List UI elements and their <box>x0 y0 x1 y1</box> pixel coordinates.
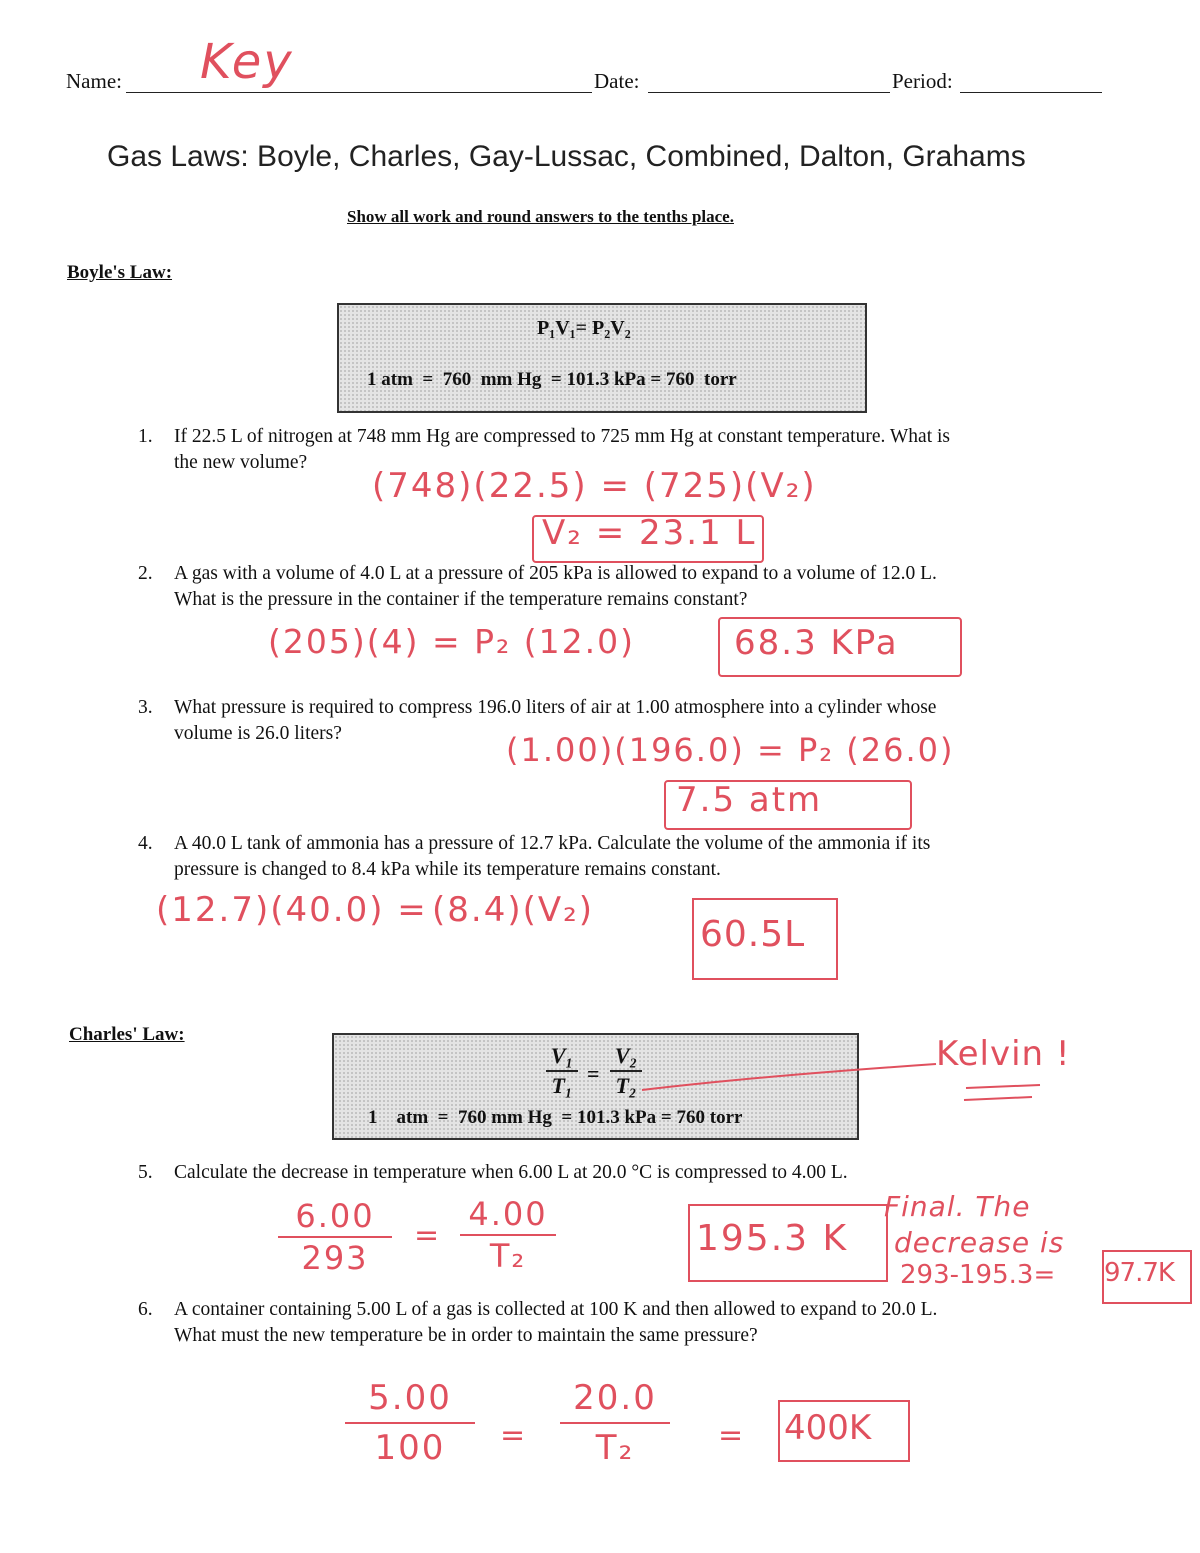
q5-fraction-1 <box>278 1198 392 1276</box>
q6-frac1-num: 5.00 <box>368 1378 452 1418</box>
q3-answer: 7.5 atm <box>676 780 823 820</box>
question-number: 6. <box>138 1299 153 1320</box>
q4-answer-box <box>692 898 838 980</box>
question-number: 4. <box>138 833 153 854</box>
boyle-heading: Boyle's Law: <box>67 262 173 283</box>
q5-note-line3: 293-195.3= <box>900 1260 1056 1290</box>
question-number: 5. <box>138 1162 153 1183</box>
question-text: What pressure is required to compress 196.0 liters of air at 1.00 atmosphere into a cylinder whose <box>174 697 937 718</box>
q1-answer-box <box>532 515 764 563</box>
q5-equals: = <box>414 1218 442 1253</box>
instructions: Show all work and round answers to the tenths place. <box>347 207 734 226</box>
question-text: What must the new temperature be in order to maintain the same pressure? <box>174 1325 758 1346</box>
q5-fraction-2 <box>460 1196 556 1274</box>
kelvin-arrow-line <box>640 1058 940 1098</box>
kelvin-note: Kelvin ! <box>936 1034 1071 1074</box>
q3-answer-box <box>664 780 912 830</box>
charles-fraction-v1-t1 <box>546 1043 578 1099</box>
t1: T₁ <box>551 1073 573 1098</box>
q6-frac2-num: 20.0 <box>573 1378 657 1418</box>
q5-frac1-den: 293 <box>301 1239 369 1277</box>
boyle-formula-box <box>337 303 867 413</box>
page-title: Gas Laws: Boyle, Charles, Gay-Lussac, Combined, Dalton, Grahams <box>107 140 1026 173</box>
question-text: If 22.5 L of nitrogen at 748 mm Hg are compressed to 725 mm Hg at constant temperature. What is <box>174 426 951 447</box>
q5-note-answer: 97.7K <box>1104 1258 1174 1288</box>
charles-conversion: 1 atm = 760 mm Hg = 101.3 kPa = 760 torr <box>368 1107 743 1128</box>
q5-frac2-den: T₂ <box>489 1237 527 1275</box>
date-line <box>648 92 890 93</box>
q4-work-left: (12.7)(40.0) = <box>156 890 428 930</box>
q3-work: (1.00)(196.0) = P₂ (26.0) <box>506 731 955 769</box>
q6-fraction-1 <box>345 1376 475 1470</box>
question-text: A 40.0 L tank of ammonia has a pressure of 12.7 kPa. Calculate the volume of the ammonia if its <box>174 833 931 854</box>
boyle-conversion: 1 atm = 760 mm Hg = 101.3 kPa = 760 torr <box>367 369 737 390</box>
charles-fraction-v2-t2 <box>610 1043 642 1099</box>
q6-equals-1: = <box>500 1418 528 1453</box>
q6-fraction-2 <box>560 1376 670 1470</box>
q5-note-answer-box <box>1102 1250 1192 1304</box>
question-text: A gas with a volume of 4.0 L at a pressure of 205 kPa is allowed to expand to a volume of 12.0 L. <box>174 563 937 584</box>
v1: V₁ <box>550 1043 574 1068</box>
q1-work: (748)(22.5) = (725)(V₂) <box>372 466 817 506</box>
q5-note-line1: Final. The <box>884 1190 1031 1223</box>
question-text: the new volume? <box>174 452 308 473</box>
name-label: Name: <box>66 69 122 93</box>
q6-frac2-den: T₂ <box>595 1428 635 1468</box>
q5-answer: 195.3 K <box>696 1218 849 1259</box>
boyle-formula: P₁V₁= P₂V₂ <box>537 317 631 339</box>
question-text: pressure is changed to 8.4 kPa while its temperature remains constant. <box>174 859 721 880</box>
name-line <box>126 92 592 93</box>
q5-note-line2: decrease is <box>894 1226 1065 1259</box>
q4-work-right: (8.4)(V₂) <box>432 890 595 930</box>
q6-answer: 400K <box>784 1408 872 1448</box>
v2: V₂ <box>614 1043 638 1068</box>
q6-answer-box <box>778 1400 910 1462</box>
question-text: volume is 26.0 liters? <box>174 723 342 744</box>
question-number: 2. <box>138 563 153 584</box>
question-number: 1. <box>138 426 153 447</box>
q5-frac1-num: 6.00 <box>295 1197 375 1235</box>
q5-frac2-num: 4.00 <box>468 1195 548 1233</box>
question-text: What is the pressure in the container if the temperature remains constant? <box>174 589 748 610</box>
question-number: 3. <box>138 697 153 718</box>
question-text: Calculate the decrease in temperature when 6.00 L at 20.0 °C is compressed to 4.00 L. <box>174 1162 848 1183</box>
q1-answer: V₂ = 23.1 L <box>542 513 757 553</box>
q2-answer: 68.3 KPa <box>734 623 899 663</box>
q6-equals-2: = <box>718 1418 746 1453</box>
t2: T₂ <box>615 1073 637 1098</box>
q2-work: (205)(4) = P₂ (12.0) <box>268 622 635 661</box>
q4-answer: 60.5L <box>700 914 806 955</box>
question-text: A container containing 5.00 L of a gas is collected at 100 K and then allowed to expand to 20.0 L. <box>174 1299 938 1320</box>
charles-equals: = <box>587 1061 600 1086</box>
q6-frac1-den: 100 <box>374 1428 446 1468</box>
q2-answer-box <box>718 617 962 677</box>
name-value: Key <box>200 34 294 90</box>
date-label: Date: <box>594 69 640 93</box>
kelvin-underline <box>960 1082 1050 1106</box>
period-label: Period: <box>892 69 953 93</box>
q5-answer-box <box>688 1204 888 1282</box>
period-line <box>960 92 1102 93</box>
charles-heading: Charles' Law: <box>69 1024 185 1045</box>
